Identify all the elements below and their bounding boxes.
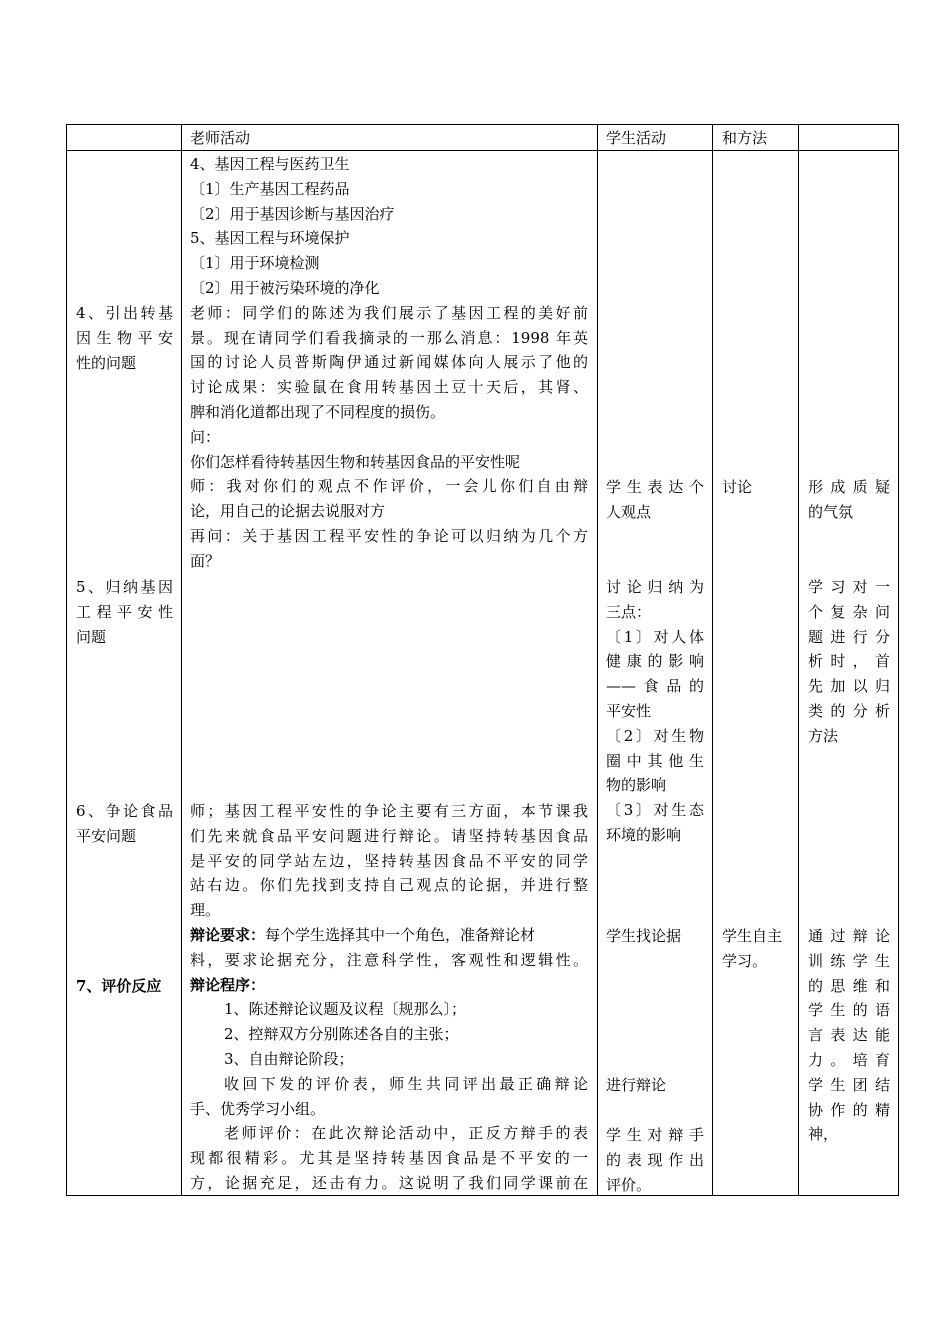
teacher-line: 们先来就食品平安问题进行辩论。请坚持转基因食品 <box>190 826 588 845</box>
teacher-line: 师；基因工程平安性的争论主要有三方面，本节课我 <box>190 802 588 820</box>
intent-line: 力。培育 <box>808 1050 890 1069</box>
teacher-line: 讨论成果：实验鼠在食用转基因土豆十天后，其肾、 <box>190 378 588 397</box>
student-line: 圈中其他生 <box>606 751 704 770</box>
teacher-line: 再问：关于基因工程平安性的争论可以归纳为几个方 <box>190 526 588 545</box>
header-method: 和方法 <box>722 129 768 147</box>
col-border-6 <box>898 124 899 1196</box>
teacher-line: 国的讨论人员普斯陶伊通过新闻媒体向人展示了他的 <box>190 353 588 372</box>
intent-line: 言表达能 <box>808 1026 890 1045</box>
teacher-activity-b <box>190 799 588 1196</box>
intent-line: 训练学生 <box>808 951 890 970</box>
teacher-line: 方，论据充足，还击有力。这说明了我们同学课前在 <box>190 1173 588 1192</box>
student-line: 物的影响 <box>606 776 667 795</box>
teacher-line: 老师评价：在此次辩论活动中，正反方辩手的表 <box>224 1124 588 1143</box>
intent-line: 类的分析 <box>808 701 890 720</box>
teacher-line: 收回下发的评价表，师生共同评出最正确辩论 <box>224 1074 588 1093</box>
intent-line: 通过辩论 <box>808 927 890 945</box>
student-line: 学生找论据 <box>606 927 682 945</box>
stage-line: 5、归纳基因 <box>76 578 173 596</box>
stage-line: 平安问题 <box>76 826 137 845</box>
teacher-line: 料，要求论据充分，注意科学性，客观性和逻辑性。 <box>190 950 588 969</box>
debate-procedure-label: 辩论程序： <box>190 975 266 994</box>
teacher-line: 师：我对你们的观点不作评价，一会儿你们自由辩 <box>190 477 588 496</box>
intent-line: 形成质疑 <box>808 478 890 496</box>
teacher-line: 理。 <box>190 901 221 920</box>
debate-requirements-text: 每个学生选择其中一个角色，准备辩论材 <box>265 925 536 944</box>
teacher-line: 问： <box>190 427 221 446</box>
stage-line: 性的问题 <box>76 353 137 372</box>
stage-line: 7、评价反应 <box>76 977 162 995</box>
student-line: 人观点 <box>606 502 652 521</box>
student-line: 的表现作出 <box>606 1150 704 1169</box>
student-line: 学生表达个 <box>606 478 704 496</box>
student-line: 〔3〕对生态 <box>606 801 704 820</box>
method-discuss <box>722 475 792 500</box>
teacher-line: 手、优秀学习小组。 <box>190 1099 326 1118</box>
method-self-study <box>722 924 792 974</box>
student-line: 平安性 <box>606 701 652 720</box>
method-line: 讨论 <box>722 478 753 496</box>
intent-line: 先加以归 <box>808 677 890 696</box>
intent-line: 的思维和 <box>808 976 890 995</box>
student-line: 〔1〕对人体 <box>606 627 704 646</box>
col-border-2 <box>181 124 182 1196</box>
debate-requirements-label: 辩论要求： <box>190 925 266 944</box>
method-line: 学生自主 <box>722 927 783 945</box>
teacher-activity-a <box>190 152 588 574</box>
student-line: 评价。 <box>606 1175 652 1194</box>
teacher-line: 4、基因工程与医药卫生 <box>190 155 350 173</box>
intent-classify <box>808 575 890 749</box>
teacher-line: 〔1〕用于环境检测 <box>190 254 320 273</box>
stage-line: 因生物平安 <box>76 328 173 347</box>
intent-line: 学生的语 <box>808 1001 890 1020</box>
student-line: 讨论归纳为 <box>606 578 704 596</box>
col-border-3 <box>597 124 598 1196</box>
intent-line: 析时，首 <box>808 652 890 671</box>
teacher-line: 老师：同学们的陈述为我们展示了基因工程的美好前 <box>190 303 588 322</box>
header-teacher-activity: 老师活动 <box>190 129 251 147</box>
intent-line: 协作的精 <box>808 1100 890 1119</box>
student-line: 健康的影响 <box>606 652 704 671</box>
student-line: 三点： <box>606 602 652 621</box>
teacher-line: 现都很精彩。尤其是坚持转基因食品是不平安的一 <box>190 1149 588 1168</box>
stage-6 <box>76 799 173 849</box>
teacher-line: 论，用自己的论据去说服对方 <box>190 502 386 521</box>
intent-line: 神， <box>808 1125 839 1144</box>
intent-line: 个复杂问 <box>808 602 890 621</box>
col-border-1 <box>66 124 67 1196</box>
student-line: 进行辩论 <box>606 1076 667 1094</box>
stage-line: 4、引出转基 <box>76 304 173 322</box>
method-line: 学习。 <box>722 951 768 970</box>
student-line: ——食品的 <box>606 677 704 696</box>
debate-step: 1、陈述辩论议题及议程〔规那么〕； <box>224 1000 467 1019</box>
stage-7 <box>76 974 173 999</box>
teacher-line: 〔2〕用于被污染环境的净化 <box>190 278 380 297</box>
teacher-line: 是平安的同学站左边，坚持转基因食品不平安的同学 <box>190 851 588 870</box>
table-top-border <box>66 124 899 125</box>
teacher-line: 5、基因工程与环境保护 <box>190 229 350 248</box>
debate-step: 2、控辩双方分别陈述各自的主张； <box>224 1025 459 1044</box>
intent-doubt <box>808 475 890 525</box>
student-line: 环境的影响 <box>606 825 682 844</box>
debate-requirements-line <box>190 923 588 948</box>
intent-line: 学生团结 <box>808 1075 890 1094</box>
student-line: 学生对辩手 <box>606 1126 704 1144</box>
stage-5 <box>76 575 173 649</box>
col-border-4 <box>712 124 713 1196</box>
teacher-line: 面？ <box>190 551 221 570</box>
header-bottom-border <box>66 150 899 151</box>
col-border-5 <box>798 124 799 1196</box>
stage-line: 6、争论食品 <box>76 802 173 820</box>
teacher-line: 站右边。你们先找到支持自己观点的论据，并进行整 <box>190 876 588 895</box>
intent-line: 的气氛 <box>808 502 854 521</box>
intent-train <box>808 924 890 1147</box>
teacher-line: 景。现在请同学们看我摘录的一那么消息：1998 年英 <box>190 328 588 347</box>
student-evaluate <box>606 1123 704 1197</box>
teacher-line: 〔1〕生产基因工程药品 <box>190 179 350 198</box>
student-debate <box>606 1073 704 1098</box>
stage-line: 问题 <box>76 627 107 646</box>
teacher-line: 你们怎样看待转基因生物和转基因食品的平安性呢 <box>190 452 521 471</box>
debate-step: 3、自由辩论阶段； <box>224 1049 354 1068</box>
intent-line: 学习对一 <box>808 578 890 596</box>
student-line: 〔2〕对生物 <box>606 726 704 745</box>
student-summary <box>606 575 704 848</box>
stage-line: 工程平安性 <box>76 602 173 621</box>
teacher-line: 脾和消化道都出现了不同程度的损伤。 <box>190 402 446 421</box>
student-find-evidence <box>606 924 704 949</box>
header-student-activity: 学生活动 <box>606 129 667 147</box>
teacher-line: 〔2〕用于基因诊断与基因治疗 <box>190 204 395 223</box>
stage-4 <box>76 301 173 375</box>
student-express <box>606 475 704 525</box>
intent-line: 方法 <box>808 726 839 745</box>
intent-line: 题进行分 <box>808 627 890 646</box>
